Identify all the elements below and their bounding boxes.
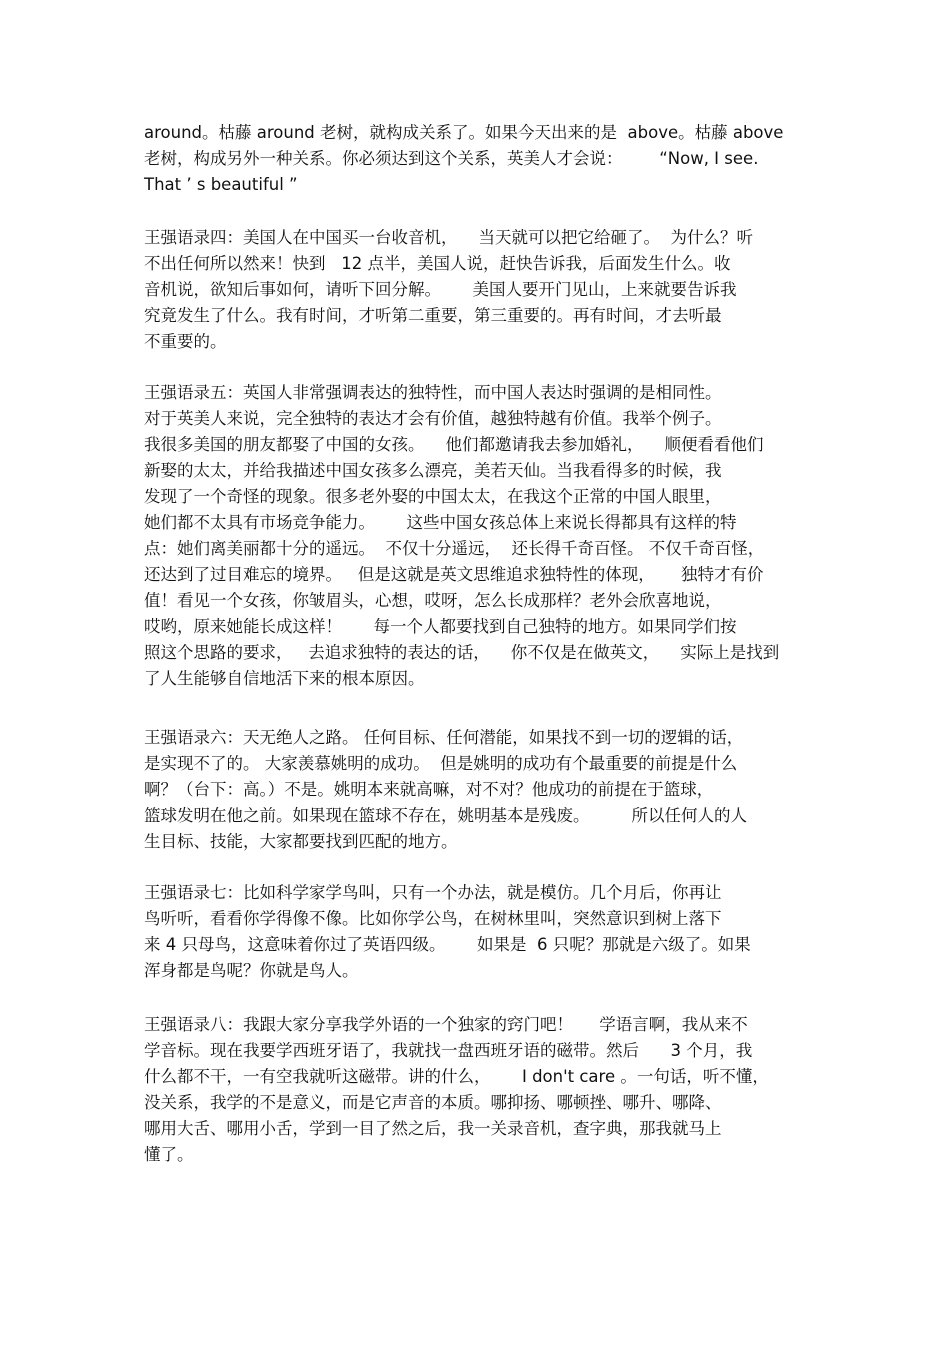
text-line: 值！看见一个女孩，你皱眉头，心想，哎呀，怎么长成那样？老外会欣喜地说，: [144, 591, 722, 610]
text-line: 对于英美人来说，完全独特的表达才会有价值，越独特越有价值。我举个例子。: [144, 409, 722, 428]
paragraph-quote-seven: [144, 880, 824, 984]
text-line: around。枯藤 around 老树，就构成关系了。如果今天出来的是 above。枯藤 above: [144, 123, 784, 142]
text-line: 来 4 只母鸟，这意味着你过了英语四级。 如果是 6 只呢？那就是六级了。如果: [144, 935, 751, 954]
text-line: 王强语录八：我跟大家分享我学外语的一个独家的窍门吧！ 学语言啊，我从来不: [144, 1015, 748, 1034]
text-line: 是实现不了的。 大家羡慕姚明的成功。 但是姚明的成功有个最重要的前提是什么: [144, 754, 738, 773]
text-line: 哪用大舌、哪用小舌，学到一目了然之后，我一关录音机，查字典，那我就马上: [144, 1119, 722, 1138]
text-line: 鸟听听，看看你学得像不像。比如你学公鸟，在树林里叫，突然意识到树上落下: [144, 909, 722, 928]
text-line: 王强语录四：美国人在中国买一台收音机， 当天就可以把它给砸了。 为什么？听: [144, 228, 753, 247]
text-line: 王强语录七：比如科学家学鸟叫，只有一个办法，就是模仿。几个月后，你再让: [144, 883, 722, 902]
text-line: 音机说，欲知后事如何，请听下回分解。 美国人要开门见山，上来就要告诉我: [144, 280, 737, 299]
text-line: 浑身都是鸟呢？你就是鸟人。: [144, 961, 359, 980]
text-line: 哎哟，原来她能长成这样！ 每一个人都要找到自己独特的地方。如果同学们按: [144, 617, 737, 636]
text-line: 新娶的太太，并给我描述中国女孩多么漂亮，美若天仙。当我看得多的时候，我: [144, 461, 722, 480]
text-line: 啊？（台下：高。）不是。姚明本来就高嘛，对不对？他成功的前提在于篮球，: [144, 780, 714, 799]
text-line: 不出任何所以然来！快到 12 点半，美国人说，赶快告诉我，后面发生什么。收: [144, 254, 731, 273]
text-line: 老树，构成另外一种关系。你必须达到这个关系，英美人才会说： “Now, I see.: [144, 149, 759, 168]
text-line: 王强语录五：英国人非常强调表达的独特性，而中国人表达时强调的是相同性。: [144, 383, 722, 402]
text-line: 她们都不太具有市场竞争能力。 这些中国女孩总体上来说长得都具有这样的特: [144, 513, 737, 532]
text-line: 篮球发明在他之前。如果现在篮球不存在，姚明基本是残废。 所以任何人的人: [144, 806, 747, 825]
text-line: 不重要的。: [144, 332, 227, 351]
paragraph-around-above: [144, 120, 824, 198]
paragraph-quote-eight: [144, 1012, 824, 1168]
text-line: 发现了一个奇怪的现象。很多老外娶的中国太太，在我这个正常的中国人眼里，: [144, 487, 722, 506]
paragraph-quote-six: [144, 725, 824, 855]
text-line: That ’ s beautiful ”: [144, 175, 298, 194]
text-line: 点：她们离美丽都十分的遥远。 不仅十分遥远， 还长得千奇百怪。 不仅千奇百怪，: [144, 539, 765, 558]
text-line: 还达到了过目难忘的境界。 但是这就是英文思维追求独特性的体现， 独特才有价: [144, 565, 764, 584]
text-line: 没关系，我学的不是意义，而是它声音的本质。哪抑扬、哪顿挫、哪升、哪降、: [144, 1093, 722, 1112]
text-line: 什么都不干，一有空我就听这磁带。讲的什么， I don't care 。一句话，听不懂，: [144, 1067, 769, 1086]
text-line: 我很多美国的朋友都娶了中国的女孩。 他们都邀请我去参加婚礼， 顺便看看他们: [144, 435, 764, 454]
paragraph-quote-five: [144, 380, 824, 692]
text-line: 究竟发生了什么。我有时间，才听第二重要，第三重要的。再有时间，才去听最: [144, 306, 722, 325]
paragraph-quote-four: [144, 225, 824, 355]
text-line: 学音标。现在我要学西班牙语了，我就找一盘西班牙语的磁带。然后 3 个月，我: [144, 1041, 753, 1060]
text-line: 了人生能够自信地活下来的根本原因。: [144, 669, 425, 688]
text-line: 懂了。: [144, 1145, 194, 1164]
text-line: 照这个思路的要求， 去追求独特的表达的话， 你不仅是在做英文， 实际上是找到: [144, 643, 780, 662]
text-line: 王强语录六：天无绝人之路。 任何目标、任何潜能，如果找不到一切的逻辑的话，: [144, 728, 744, 747]
text-line: 生目标、技能，大家都要找到匹配的地方。: [144, 832, 458, 851]
